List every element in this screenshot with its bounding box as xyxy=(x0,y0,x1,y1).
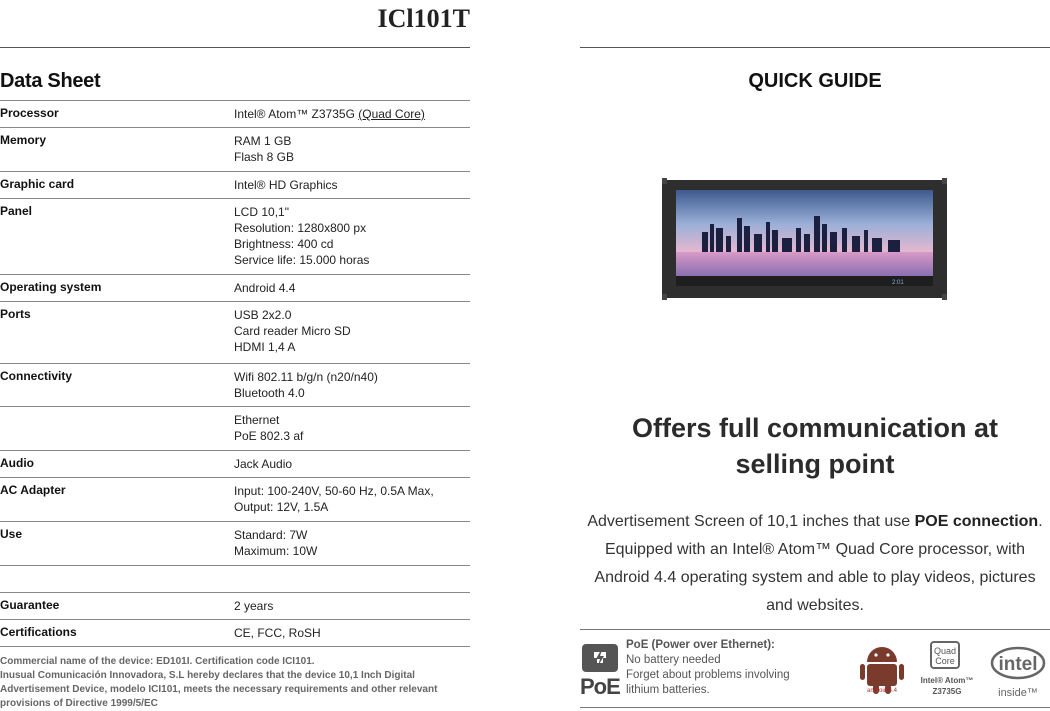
row-divider xyxy=(0,521,470,522)
spec-value-line: Resolution: 1280x800 px xyxy=(234,221,367,235)
spec-row xyxy=(0,521,470,565)
spec-value xyxy=(234,133,294,165)
spec-value-line: USB 2x2.0 xyxy=(234,308,292,322)
spec-label: Guarantee xyxy=(0,598,60,612)
spec-label: AC Adapter xyxy=(0,483,66,497)
android-label: android 4.4 xyxy=(866,688,898,694)
row-divider xyxy=(0,477,470,478)
tablet-screen-image xyxy=(662,178,947,300)
row-divider xyxy=(0,619,470,620)
spec-label: Memory xyxy=(0,133,47,147)
spec-label: Ports xyxy=(0,307,31,321)
spec-row xyxy=(0,477,470,521)
spec-row xyxy=(0,406,470,450)
spec-value-line: Standard: 7W xyxy=(234,528,308,542)
spec-row xyxy=(0,363,470,406)
row-divider xyxy=(0,592,470,593)
spec-value xyxy=(234,280,295,296)
poe-line-2: Forget about problems involving xyxy=(626,669,790,681)
intel-inside-logo xyxy=(988,643,1046,701)
row-divider xyxy=(0,646,470,647)
spec-value-line: HDMI 1,4 A xyxy=(234,340,296,354)
spec-value-line: Wifi 802.11 b/g/n (n20/n40) xyxy=(234,370,378,384)
spec-value-line: Android 4.4 xyxy=(234,281,296,295)
footer-rule-top xyxy=(580,629,1050,630)
row-divider xyxy=(0,450,470,451)
spec-value-line: LCD 10,1" xyxy=(234,205,289,219)
desc-text-2: Equipped with an Intel® Atom™ Quad Core processor, with Android 4.4 operating system and able to play videos, pictures and websites. xyxy=(594,541,1036,614)
spec-row xyxy=(0,301,470,363)
headline xyxy=(580,410,1050,482)
spec-value-underlined: (Quad Core) xyxy=(358,107,425,121)
spec-value-line: Bluetooth 4.0 xyxy=(234,386,305,400)
spec-value-line: Maximum: 10W xyxy=(234,544,318,558)
quick-guide-title: QUICK GUIDE xyxy=(748,70,882,92)
spec-label: Certifications xyxy=(0,625,77,639)
footnote-certification: Commercial name of the device: ED101I. Certification code ICI101. xyxy=(0,656,315,667)
spec-value xyxy=(234,483,434,515)
spec-row xyxy=(0,274,470,301)
tablet-clock: 2:01 xyxy=(892,280,904,286)
spec-value xyxy=(234,625,321,641)
row-divider xyxy=(0,301,470,302)
spec-value xyxy=(234,204,369,268)
row-divider xyxy=(0,100,470,101)
row-divider xyxy=(0,171,470,172)
intel-chip-model: Z3735G xyxy=(932,687,962,696)
intel-chip-name: Intel® Atom™ xyxy=(920,676,974,685)
spec-value xyxy=(234,307,351,355)
poe-info xyxy=(626,638,790,698)
spec-value-line: Card reader Micro SD xyxy=(234,324,351,338)
spec-label: Connectivity xyxy=(0,369,73,383)
model-name: ICl101T xyxy=(377,4,470,33)
spec-label: Processor xyxy=(0,106,59,120)
spec-label: Operating system xyxy=(0,280,102,294)
description xyxy=(580,508,1050,620)
spec-label: Use xyxy=(0,527,23,541)
row-divider xyxy=(0,565,470,566)
spec-row xyxy=(0,619,470,646)
spec-value xyxy=(234,106,425,122)
spec-value-line: Service life: 15.000 horas xyxy=(234,253,370,267)
spec-value xyxy=(234,456,292,472)
footnote xyxy=(0,655,470,711)
spec-value-line: CE, FCC, RoSH xyxy=(234,626,321,640)
row-divider xyxy=(0,363,470,364)
spec-row xyxy=(0,171,470,198)
quad-core-badge: Quad Core xyxy=(930,641,960,669)
spec-value-line: Output: 12V, 1.5A xyxy=(234,500,329,514)
spec-value-line: Brightness: 400 cd xyxy=(234,237,334,251)
row-divider xyxy=(0,274,470,275)
spec-value-line: Jack Audio xyxy=(234,457,293,471)
spec-value-line: Intel® HD Graphics xyxy=(234,178,338,192)
spec-value-line: Flash 8 GB xyxy=(234,150,295,164)
headline-line-1: Offers full communication at xyxy=(631,413,999,443)
intel-chip-label xyxy=(912,675,982,697)
row-divider xyxy=(0,127,470,128)
spec-label: Graphic card xyxy=(0,177,75,191)
spec-value-line: 2 years xyxy=(234,599,274,613)
spec-value xyxy=(234,412,303,444)
spec-value xyxy=(234,177,338,193)
spec-row xyxy=(0,592,470,619)
row-divider xyxy=(0,198,470,199)
intel-inside-text: inside™ xyxy=(998,687,1038,699)
spec-value-text: Intel® Atom™ Z3735G xyxy=(234,107,359,121)
poe-title: PoE (Power over Ethernet): xyxy=(626,639,775,651)
spec-row xyxy=(0,198,470,274)
spec-label: Audio xyxy=(0,456,34,470)
spec-value-line: Input: 100-240V, 50-60 Hz, 0.5A Max, xyxy=(234,484,434,498)
footer-rule-bottom xyxy=(580,707,1050,708)
headline-line-2: selling point xyxy=(735,449,895,479)
header-rule xyxy=(0,47,470,48)
spec-value-line: PoE 802.3 af xyxy=(234,429,304,443)
right-header-rule xyxy=(580,47,1050,48)
desc-period: . xyxy=(1038,513,1043,530)
spec-value xyxy=(234,527,317,559)
intel-logo-text: intel xyxy=(998,654,1038,675)
data-sheet-title: Data Sheet xyxy=(0,70,101,92)
poe-line-1: No battery needed xyxy=(626,654,721,666)
spec-row xyxy=(0,100,470,127)
spec-value xyxy=(234,369,378,401)
spec-value xyxy=(234,598,273,614)
spec-value-line: RAM 1 GB xyxy=(234,134,292,148)
poe-line-3: lithium batteries. xyxy=(626,684,710,696)
spec-value-line: Ethernet xyxy=(234,413,280,427)
desc-text-1: Advertisement Screen of 10,1 inches that use xyxy=(587,513,915,530)
row-divider xyxy=(0,406,470,407)
spec-row xyxy=(0,127,470,171)
spec-label: Panel xyxy=(0,204,33,218)
spec-row xyxy=(0,450,470,477)
footnote-declaration: Inusual Comunicación Innovadora, S.L hereby declares that the device 10,1 Inch Digital Advertisement Device, modelo ICI101, meets the necessary requirements and other relevant provisions of Directive 1999/5/EC xyxy=(0,670,438,709)
desc-poe-bold: POE connection xyxy=(914,513,1039,530)
poe-logo-text: PoE xyxy=(580,674,620,699)
